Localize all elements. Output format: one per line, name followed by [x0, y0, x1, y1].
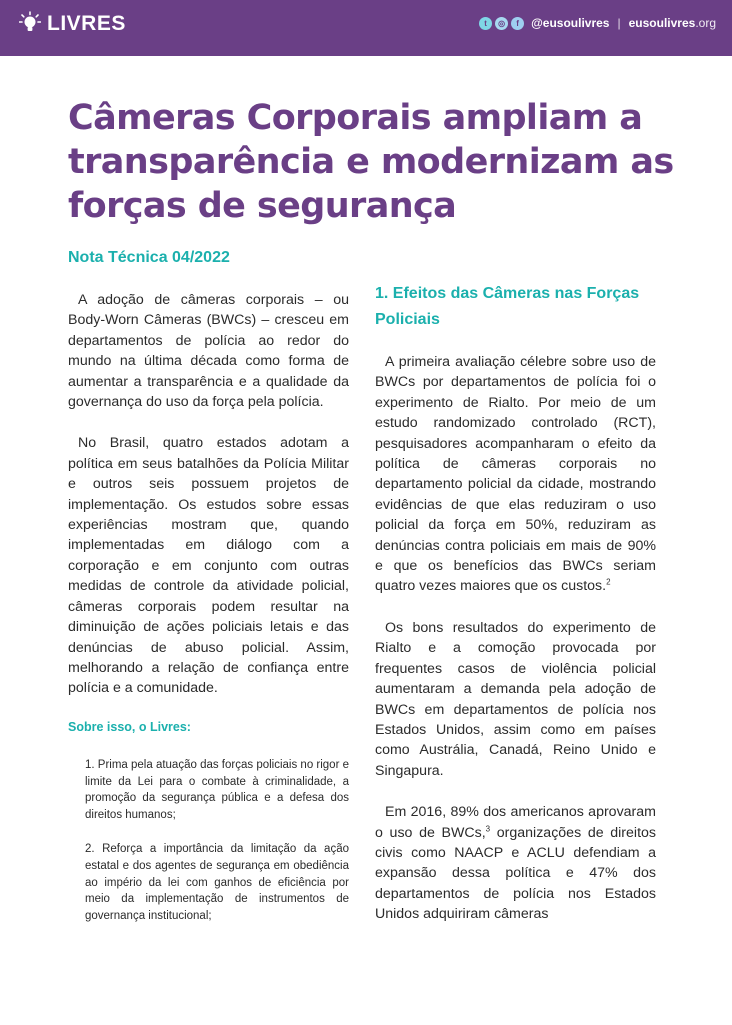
rialto-text: A primeira avaliação célebre sobre uso de BWCs por departamentos de polícia foi o experimento de Rialto. Por meio de um estudo randomizado controlado (RCT), pesquisadores acompanharam o efeito da política de câmeras corporais no departamento policial da cidade, mostrando evidências de que elas reduziram o uso policial da força em 50%, reduziram as denúncias contra policiais em mais de 90% e que os benefícios das BWCs seriam quatro vezes maiores que os custos.: [375, 354, 656, 595]
logo-text: LIVRES: [47, 12, 126, 35]
site-name: eusoulivres: [628, 16, 696, 30]
right-column: [375, 281, 656, 946]
website-link[interactable]: [629, 16, 716, 30]
list-item: 2. Reforça a importância da limitação da ação estatal e dos agentes de segurança em obediência ao império da lei com ganhos de eficiência por meio da implementação de instrumentos de governança institucional;: [85, 842, 349, 923]
instagram-icon[interactable]: ◎: [495, 17, 508, 30]
list-item: 1. Prima pela atuação das forças policiais no rigor e limite da Lei para o combate à criminalidade, a promoção da segurança pública e a defesa dos direitos humanos;: [85, 758, 350, 822]
brazil-paragraph: No Brasil, quatro estados adotam a política em seus batalhões da Polícia Militar e outros seis possuem projetos de implementação. Os estudos sobre essas experiências mostram que, quando implementadas em diálogo com a corporação e em conjunto com outras medidas de controle da atividade policial, câmeras corporais podem resultar na diminuição de ações policiais letais e das denúncias de abuso policial. Assim, melhorando a relação de confiança entre polícia e a comunidade.: [68, 435, 349, 697]
site-tld: .org: [695, 16, 716, 30]
section-heading: 1. Efeitos das Câmeras nas Forças Policiais: [375, 285, 640, 328]
lightbulb-icon: [19, 11, 41, 37]
technical-note-number: Nota Técnica 04/2022: [68, 249, 230, 266]
twitter-icon[interactable]: t: [479, 17, 492, 30]
rialto-paragraph: [375, 352, 656, 597]
social-handle[interactable]: @eusoulivres: [531, 16, 610, 30]
page-title: Câmeras Corporais ampliam a transparência e modernizam as forças de segurança: [68, 98, 674, 226]
usa-text-a: Em 2016, 89% dos americanos aprovaram o uso de BWCs,: [375, 804, 656, 841]
usa-paragraph: [375, 802, 656, 924]
header-bar: [0, 0, 732, 56]
header-separator: |: [617, 16, 621, 30]
footnote-ref[interactable]: 2: [606, 577, 611, 587]
left-column: [68, 290, 349, 942]
intro-paragraph: A adoção de câmeras corporais – ou Body-Worn Câmeras (BWCs) – cresceu em departamentos de polícia ao redor do mundo na última década como forma de aumentar a transparência e a qualidade da governança do uso da força pela polícia.: [68, 292, 349, 411]
usa-text-b: organizações de direitos civis como NAACP e ACLU defendiam a expansão dessa política e 47% dos departamentos de polícia nos Estados Unidos adquiriram câmeras: [375, 824, 656, 923]
livres-position-heading: Sobre isso, o Livres:: [68, 719, 191, 734]
adoption-paragraph: Os bons resultados do experimento de Rialto e a comoção provocada por frequentes casos de violência policial aumentaram a demanda pela adoção de BWCs em departamentos de polícia nos Estados Unidos, assim como em países como Austrália, Canadá, Reino Unido e Singapura.: [375, 619, 656, 779]
position-list: [68, 757, 349, 925]
footnote-ref[interactable]: 3: [485, 823, 491, 833]
social-links: [479, 14, 716, 32]
facebook-icon[interactable]: f: [511, 17, 524, 30]
livres-logo[interactable]: [19, 11, 126, 37]
